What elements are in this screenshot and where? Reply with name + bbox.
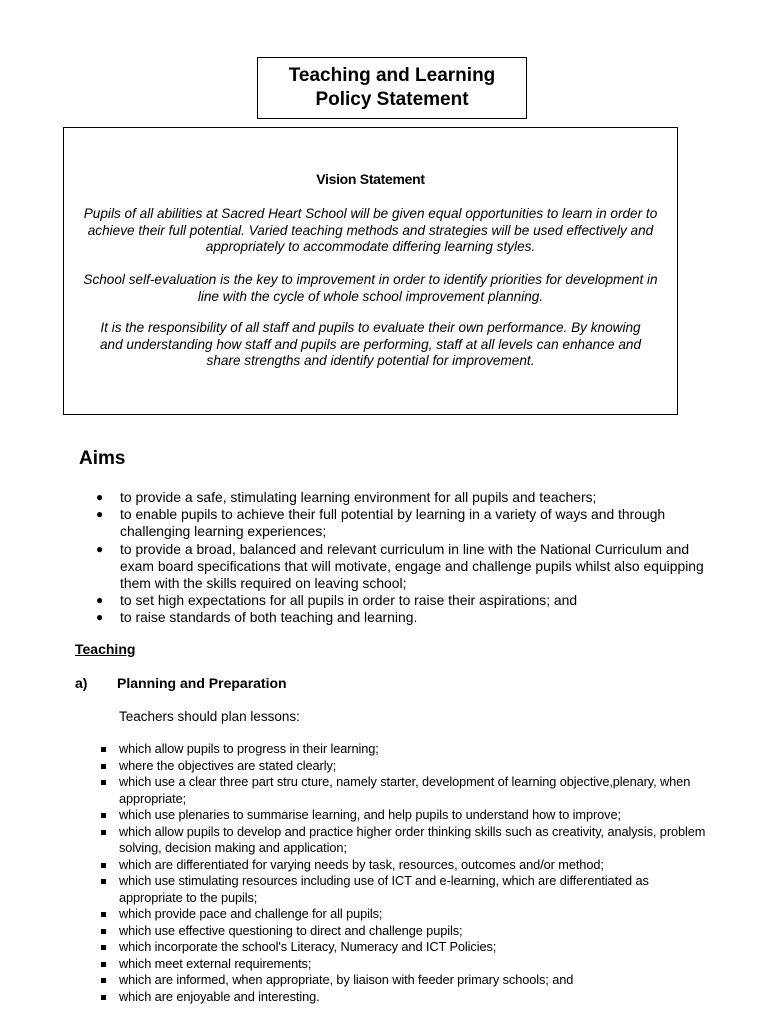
bullet-icon: ●	[96, 610, 104, 625]
section-letter: a)	[75, 675, 88, 691]
list-item-text: which use stimulating resources including use of ICT and e-learning, which are differentiated as appropriate to the pupils;	[119, 873, 649, 905]
section-title: Planning and Preparation	[117, 675, 287, 691]
square-bullet-icon	[101, 747, 106, 752]
vision-heading: Vision Statement	[316, 171, 425, 187]
list-item-text: which are differentiated for varying needs by task, resources, outcomes and/or method;	[119, 856, 604, 872]
aims-item	[0, 609, 768, 626]
list-item-text: which are informed, when appropriate, by liaison with feeder primary schools; and	[119, 972, 574, 987]
list-item-text: where the objectives are stated clearly;	[119, 757, 337, 773]
square-bullet-icon	[101, 912, 106, 917]
square-bullet-icon	[101, 945, 106, 950]
list-item	[0, 873, 768, 906]
aims-item-text: to enable pupils to achieve their full potential by learning in a variety of ways and through challenging learning experiences;	[120, 506, 666, 540]
list-item	[0, 857, 768, 874]
square-bullet-icon	[101, 962, 106, 967]
list-item	[0, 807, 768, 824]
list-item-text: which use plenaries to summarise learning, and help pupils to understand how to improve;	[119, 807, 621, 822]
list-item-text: which use effective questioning to direct and challenge pupils;	[119, 922, 463, 938]
aims-item-text: to raise standards of both teaching and learning.	[120, 609, 418, 626]
square-bullet-icon	[101, 813, 106, 818]
list-item	[0, 939, 768, 956]
bullet-icon: ●	[96, 490, 104, 504]
square-bullet-icon	[101, 995, 106, 1000]
aims-item-text: to set high expectations for all pupils in order to raise their aspirations; and	[120, 592, 578, 609]
vision-paragraph: It is the responsibility of all staff and pupils to evaluate their own performance. By knowing and understanding how staff and pupils are performing, staff at all levels can enhance and share strengths and identify potential for improvement.	[99, 320, 642, 368]
list-item-text: which allow pupils to develop and practice higher order thinking skills such as creativity, analysis, problem solving, decision making and application;	[119, 823, 706, 855]
aims-item	[0, 489, 768, 506]
square-bullet-icon	[101, 929, 106, 934]
list-item-text: which are enjoyable and interesting.	[119, 988, 320, 1004]
list-item	[0, 989, 768, 1006]
title-line-1: Teaching and Learning	[288, 65, 496, 86]
aims-item-text: to provide a safe, stimulating learning environment for all pupils and teachers;	[120, 489, 597, 505]
list-item	[0, 774, 768, 807]
list-item-text: which use a clear three part stru cture, namely starter, development of learning objective,plenary, when appropriate;	[119, 774, 691, 806]
vision-statement-box	[63, 127, 678, 415]
square-bullet-icon	[101, 780, 106, 785]
bullet-icon: ●	[96, 507, 104, 522]
bullet-icon: ●	[96, 593, 104, 608]
aims-item	[0, 592, 768, 609]
aims-item	[0, 541, 768, 593]
square-bullet-icon	[101, 879, 106, 884]
list-item	[0, 824, 768, 857]
list-item	[0, 906, 768, 923]
list-item	[0, 758, 768, 775]
vision-paragraph: Pupils of all abilities at Sacred Heart School will be given equal opportunities to learn in order to achieve their full potential. Varied teaching methods and strategies will be used effectively and appropriately to accommodate differing learning styles.	[83, 206, 658, 254]
lesson-plan-list	[0, 741, 768, 1005]
list-item	[0, 741, 768, 758]
list-item-text: which incorporate the school's Literacy, Numeracy and ICT Policies;	[119, 939, 497, 954]
aims-heading: Aims	[79, 448, 126, 469]
section-intro: Teachers should plan lessons:	[119, 709, 300, 724]
title-line-2: Policy Statement	[315, 89, 469, 110]
list-item-text: which allow pupils to progress in their learning;	[119, 741, 379, 756]
square-bullet-icon	[101, 830, 106, 835]
title-box	[257, 57, 527, 119]
aims-item	[0, 506, 768, 540]
list-item	[0, 972, 768, 989]
aims-list	[0, 489, 768, 627]
bullet-icon: ●	[96, 541, 104, 556]
vision-paragraph: School self-evaluation is the key to improvement in order to identify priorities for development in line with the cycle of whole school improvement planning.	[83, 272, 658, 304]
list-item-text: which provide pace and challenge for all pupils;	[119, 906, 383, 921]
square-bullet-icon	[101, 978, 106, 983]
list-item-text: which meet external requirements;	[119, 955, 312, 971]
list-item	[0, 956, 768, 973]
aims-item-text: to provide a broad, balanced and relevant curriculum in line with the National Curriculum and exam board specifications that will motivate, engage and challenge pupils whilst also equipping them with the skills required on leaving school;	[120, 540, 704, 592]
teaching-heading: Teaching	[75, 641, 136, 657]
list-item	[0, 923, 768, 940]
square-bullet-icon	[101, 764, 106, 769]
square-bullet-icon	[101, 863, 106, 868]
